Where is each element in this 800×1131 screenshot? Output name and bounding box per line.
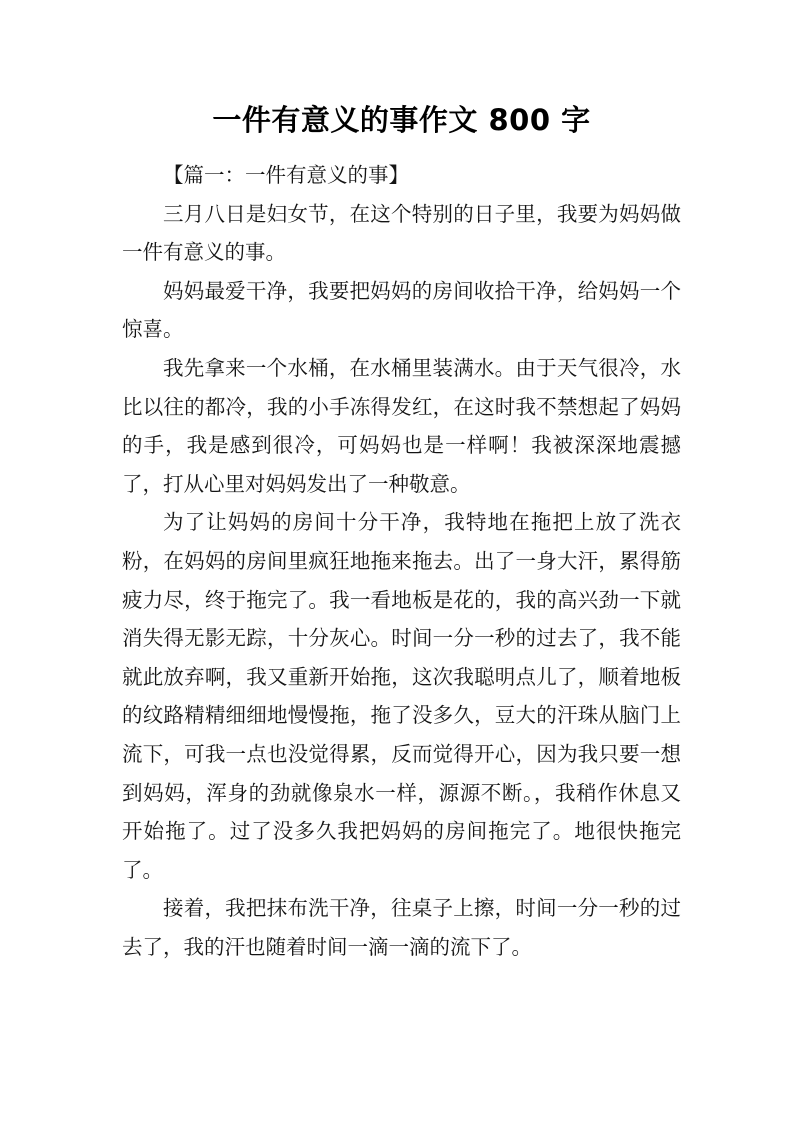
document-body bbox=[122, 156, 681, 966]
section-label: 【篇一：一件有意义的事】 bbox=[163, 163, 409, 187]
paragraph-5: 接着，我把抹布洗干净，往桌子上擦，时间一分一秒的过去了，我的汗也随着时间一滴一滴的流下了。 bbox=[122, 896, 681, 959]
paragraph-1: 三月八日是妇女节，在这个特别的日子里，我要为妈妈做一件有意义的事。 bbox=[122, 201, 681, 265]
paragraph-2: 妈妈最爱干净，我要把妈妈的房间收拾干净，给妈妈一个惊喜。 bbox=[122, 278, 681, 342]
document-title: 一件有意义的事作文 800 字 bbox=[212, 103, 591, 137]
paragraph-4: 为了让妈妈的房间十分干净，我特地在拖把上放了洗衣粉，在妈妈的房间里疯狂地拖来拖去。出了一身大汗，累得筋疲力尽，终于拖完了。我一看地板是花的，我的高兴劲一下就消失得无影无踪，十分灰心。时间一分一秒的过去了，我不能就此放弃啊，我又重新开始拖，这次我聪明点儿了，顺着地板的纹路精精细细地慢慢拖，拖了没多久，豆大的汗珠从脑门上流下，可我一点也没觉得累，反而觉得开心，因为我只要一想到妈妈，浑身的劲就像泉水一样，源源不断。，我稍作休息又开始拖了。过了没多久我把妈妈的房间拖完了。地很快拖完了。 bbox=[122, 510, 681, 882]
paragraph-3: 我先拿来一个水桶，在水桶里装满水。由于天气很冷，水比以往的都冷，我的小手冻得发红，在这时我不禁想起了妈妈的手，我是感到很冷，可妈妈也是一样啊！我被深深地震撼了，打从心里对妈妈发出了一种敬意。 bbox=[122, 355, 681, 496]
